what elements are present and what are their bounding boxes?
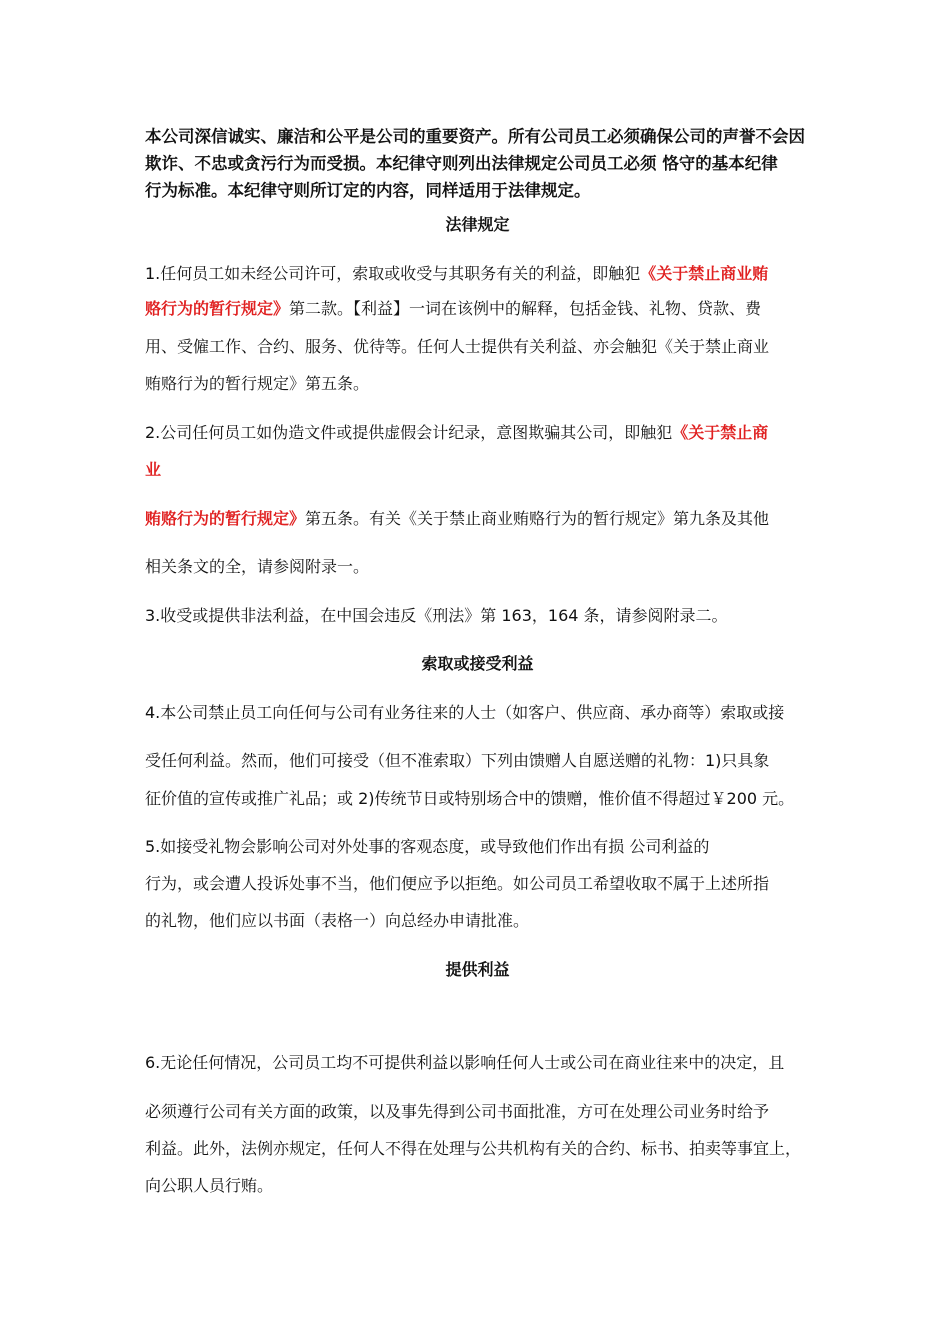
paragraph-6-line-2: 必须遵行公司有关方面的政策，以及事先得到公司书面批准，方可在处理公司业务时给予 bbox=[145, 1102, 770, 1121]
paragraph-1-text: 第二款。【利益】一词在该例中的解释，包括金钱、礼物、贷款、费 bbox=[289, 299, 762, 318]
paragraph-5-line-1: 5.如接受礼物会影响公司对外处事的客观态度，或导致他们作出有损 公司利益的 bbox=[145, 837, 710, 856]
intro-line-2: 欺诈、不忠或贪污行为而受损。本纪律守则列出法律规定公司员工必须 恪守的基本纪律 bbox=[145, 154, 778, 173]
paragraph-1-text: 1.任何员工如未经公司许可，索取或收受与其职务有关的利益，即触犯 bbox=[145, 264, 641, 283]
intro-line-1: 本公司深信诚实、廉洁和公平是公司的重要资产。所有公司员工必须确保公司的声誉不会因 bbox=[145, 127, 805, 146]
section-heading-solicit: 索取或接受利益 bbox=[421, 654, 534, 673]
section-heading-legal: 法律规定 bbox=[445, 215, 510, 234]
regulation-title-highlight: 赂行为的暂行规定》 bbox=[145, 299, 290, 318]
paragraph-2-line-4: 相关条文的全，请参阅附录一。 bbox=[145, 557, 370, 576]
paragraph-2-line-2 bbox=[145, 460, 810, 480]
paragraph-4-line-2: 受任何利益。然而，他们可接受（但不准索取）下列由馈赠人自愿送赠的礼物：1)只具象 bbox=[145, 751, 770, 770]
paragraph-2-text: 2.公司任何员工如伪造文件或提供虚假会计纪录，意图欺骗其公司，即触犯 bbox=[145, 423, 673, 442]
paragraph-2-line-1 bbox=[145, 423, 810, 443]
section-heading-offer: 提供利益 bbox=[445, 960, 510, 979]
regulation-title-highlight: 贿赂行为的暂行规定》 bbox=[145, 509, 306, 528]
regulation-title-highlight: 《关于禁止商 bbox=[672, 423, 769, 442]
paragraph-6-line-4: 向公职人员行贿。 bbox=[145, 1176, 274, 1195]
paragraph-2-text: 第五条。有关《关于禁止商业贿赂行为的暂行规定》第九条及其他 bbox=[305, 509, 770, 528]
paragraph-3: 3.收受或提供非法利益，在中国会违反《刑法》第 163，164 条，请参阅附录二。 bbox=[145, 606, 728, 625]
paragraph-5-line-3: 的礼物，他们应以书面（表格一）向总经办申请批准。 bbox=[145, 911, 530, 930]
regulation-title-highlight: 《关于禁止商业贿 bbox=[640, 264, 769, 283]
paragraph-1-line-1 bbox=[145, 264, 810, 284]
paragraph-4-line-3: 征价值的宣传或推广礼品；或 2)传统节日或特别场合中的馈赠，惟价值不得超过￥200 元。 bbox=[145, 789, 795, 808]
paragraph-4-line-1: 4.本公司禁止员工向任何与公司有业务往来的人士（如客户、供应商、承办商等）索取或接 bbox=[145, 703, 785, 722]
paragraph-1-line-2 bbox=[145, 299, 810, 319]
paragraph-5-line-2: 行为，或会遭人投诉处事不当，他们便应予以拒绝。如公司员工希望收取不属于上述所指 bbox=[145, 874, 770, 893]
regulation-title-highlight: 业 bbox=[145, 460, 162, 479]
paragraph-6-line-1: 6.无论任何情况，公司员工均不可提供利益以影响任何人士或公司在商业往来中的决定，且 bbox=[145, 1053, 785, 1072]
paragraph-1-line-3: 用、受僱工作、合约、服务、优待等。任何人士提供有关利益、亦会触犯《关于禁止商业 bbox=[145, 337, 770, 356]
paragraph-6-line-3: 利益。此外，法例亦规定，任何人不得在处理与公共机构有关的合约、标书、拍卖等事宜上， bbox=[145, 1139, 802, 1158]
intro-line-3: 行为标准。本纪律守则所订定的内容，同样适用于法律规定。 bbox=[145, 181, 591, 200]
paragraph-1-line-4: 贿赂行为的暂行规定》第五条。 bbox=[145, 374, 370, 393]
paragraph-2-line-3 bbox=[145, 509, 810, 529]
